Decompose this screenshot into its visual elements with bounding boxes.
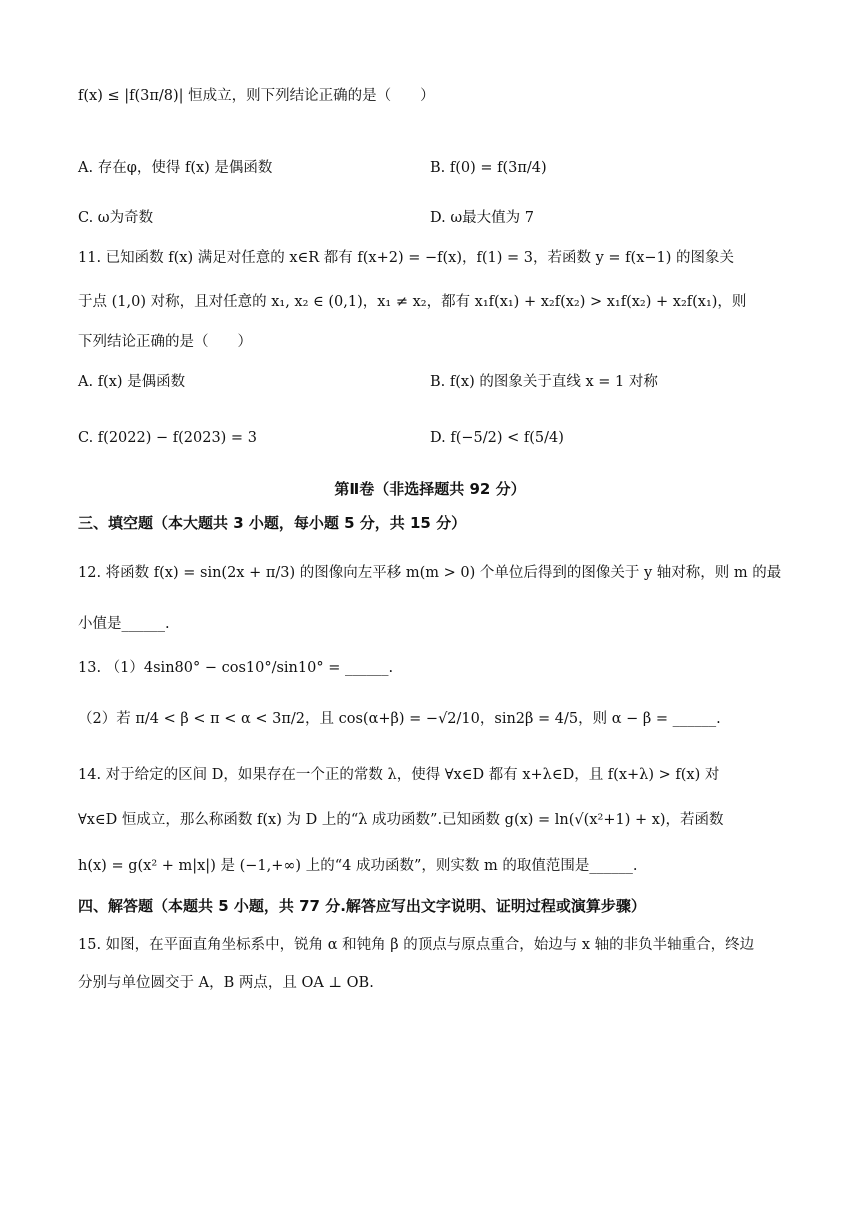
q11-option-a: A. f(x) 是偶函数 <box>78 374 186 390</box>
q11-stem-line-1: 11. 已知函数 f(x) 满足对任意的 x∈R 都有 f(x+2) = −f(x)，f(1) = 3，若函数 y = f(x−1) 的图象关 <box>78 250 735 266</box>
q10-option-d: D. ω最大值为 7 <box>430 210 534 226</box>
section-three-heading: 三、填空题（本大题共 3 小题，每小题 5 分，共 15 分） <box>78 514 467 532</box>
q14-stem-line-1: 14. 对于给定的区间 D，如果存在一个正的常数 λ，使得 ∀x∈D 都有 x+λ∈D，且 f(x+λ) > f(x) 对 <box>78 767 720 783</box>
q11-option-d: D. f(−5/2) < f(5/4) <box>430 430 564 446</box>
q14-stem-line-3: h(x) = g(x² + m|x|) 是 (−1,+∞) 上的“4 成功函数”，则实数 m 的取值范围是______. <box>78 858 638 874</box>
q11-stem-line-2: 于点 (1,0) 对称，且对任意的 x₁, x₂ ∈ (0,1)，x₁ ≠ x₂，都有 x₁f(x₁) + x₂f(x₂) > x₁f(x₂) + x₂f(x₁)，则 <box>78 294 747 310</box>
q13-part-2: （2）若 π/4 < β < π < α < 3π/2，且 cos(α+β) = −√2/10，sin2β = 4/5，则 α − β = ______. <box>78 711 721 727</box>
q10-option-c: C. ω为奇数 <box>78 210 154 226</box>
q13-part-1: 13. （1）4sin80° − cos10°/sin10° = ______. <box>78 660 394 676</box>
part-two-heading: 第Ⅱ卷（非选择题共 92 分） <box>334 480 526 498</box>
q12-stem-line-1: 12. 将函数 f(x) = sin(2x + π/3) 的图像向左平移 m(m > 0) 个单位后得到的图像关于 y 轴对称，则 m 的最 <box>78 565 782 581</box>
q10-option-a: A. 存在φ，使得 f(x) 是偶函数 <box>78 160 273 176</box>
q11-option-c: C. f(2022) − f(2023) = 3 <box>78 430 257 446</box>
q10-continuation: f(x) ≤ |f(3π/8)| 恒成立，则下列结论正确的是（ ） <box>78 88 435 104</box>
q15-stem-line-2: 分别与单位圆交于 A，B 两点，且 OA ⊥ OB. <box>78 975 374 991</box>
q11-option-b: B. f(x) 的图象关于直线 x = 1 对称 <box>430 374 658 390</box>
section-four-heading: 四、解答题（本题共 5 小题，共 77 分.解答应写出文字说明、证明过程或演算步骤） <box>78 897 646 915</box>
q14-stem-line-2: ∀x∈D 恒成立，那么称函数 f(x) 为 D 上的“λ 成功函数”.已知函数 g(x) = ln(√(x²+1) + x)，若函数 <box>78 812 724 828</box>
q12-stem-line-2: 小值是______. <box>78 616 170 632</box>
q11-stem-line-3: 下列结论正确的是（ ） <box>78 334 252 350</box>
q15-stem-line-1: 15. 如图，在平面直角坐标系中，锐角 α 和钝角 β 的顶点与原点重合，始边与 x 轴的非负半轴重合，终边 <box>78 937 755 953</box>
q10-option-b: B. f(0) = f(3π/4) <box>430 160 547 176</box>
